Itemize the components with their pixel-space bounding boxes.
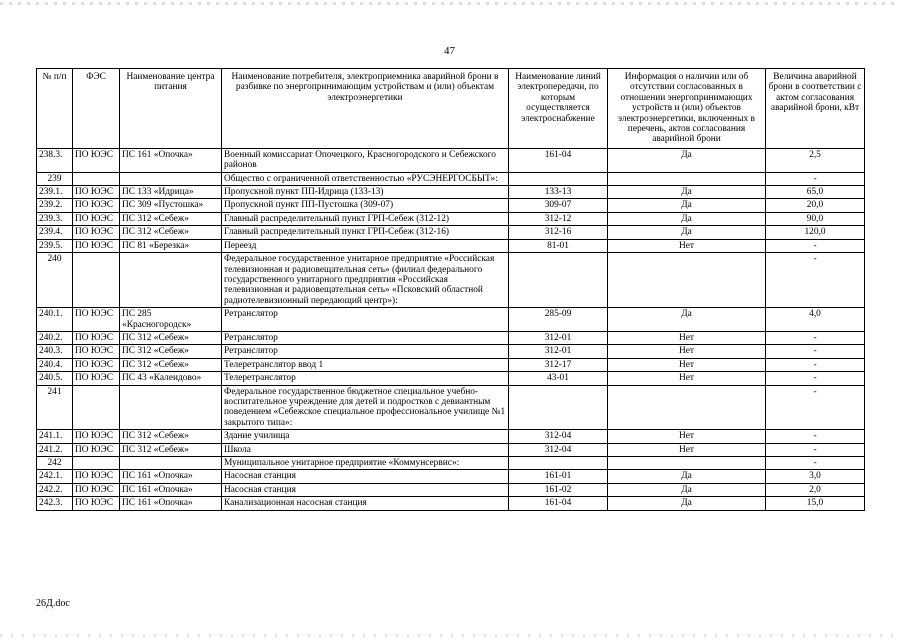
consumer-cell: Ретранслятор <box>222 345 509 358</box>
row-number: 239.1. <box>37 186 73 199</box>
reserve-value-cell: 90,0 <box>766 212 865 225</box>
fes-cell: ПО ЮЭС <box>73 358 120 371</box>
table-row <box>37 172 865 185</box>
row-number: 242 <box>37 457 73 470</box>
line-cell <box>509 457 608 470</box>
power-center-cell: ПС 81 «Березка» <box>120 239 222 252</box>
reserve-value-cell: - <box>766 385 865 430</box>
agreement-cell: Да <box>608 186 766 199</box>
page-number: 47 <box>444 45 455 57</box>
power-center-cell <box>120 457 222 470</box>
power-center-cell: ПС 312 «Себеж» <box>120 443 222 456</box>
line-cell: 309-07 <box>509 199 608 212</box>
reserve-value-cell: 3,0 <box>766 470 865 483</box>
consumer-cell: Телеретранслятор <box>222 372 509 385</box>
header-agreement-info: Информация о наличии или об отсутствии согласованных в отношении энергопринимающих устройств и (или) объектов электроэнергетики, включенных в перечень, актов согласования аварийной брони <box>608 69 766 149</box>
reserve-value-cell: 120,0 <box>766 226 865 239</box>
reserve-value-cell: - <box>766 372 865 385</box>
power-center-cell: ПС 312 «Себеж» <box>120 430 222 443</box>
line-cell <box>509 385 608 430</box>
fes-cell: ПО ЮЭС <box>73 372 120 385</box>
consumer-cell: Главный распределительный пункт ГРП-Себеж (312-16) <box>222 226 509 239</box>
fes-cell <box>73 457 120 470</box>
row-number: 240.3. <box>37 345 73 358</box>
table-row <box>37 199 865 212</box>
agreement-cell: Нет <box>608 239 766 252</box>
consumer-cell: Ретранслятор <box>222 308 509 332</box>
table-row <box>37 239 865 252</box>
reserve-value-cell: - <box>766 358 865 371</box>
power-center-cell: ПС 43 «Калеидово» <box>120 372 222 385</box>
table-row <box>37 358 865 371</box>
fes-cell: ПО ЮЭС <box>73 186 120 199</box>
reserve-value-cell: 15,0 <box>766 497 865 510</box>
fes-cell <box>73 385 120 430</box>
row-number: 239 <box>37 172 73 185</box>
agreement-cell: Да <box>608 308 766 332</box>
power-center-cell: ПС 309 «Пустошка» <box>120 199 222 212</box>
file-name-footer: 26Д.doc <box>36 598 70 609</box>
line-cell: 312-12 <box>509 212 608 225</box>
reserve-value-cell: 4,0 <box>766 308 865 332</box>
line-cell: 161-04 <box>509 148 608 172</box>
power-center-cell: ПС 161 «Опочка» <box>120 470 222 483</box>
power-center-cell: ПС 312 «Себеж» <box>120 212 222 225</box>
fes-cell: ПО ЮЭС <box>73 345 120 358</box>
agreement-cell: Нет <box>608 430 766 443</box>
agreement-cell: Да <box>608 199 766 212</box>
power-center-cell: ПС 312 «Себеж» <box>120 358 222 371</box>
power-center-cell: ПС 312 «Себеж» <box>120 331 222 344</box>
table-header-row <box>37 69 865 149</box>
agreement-cell: Да <box>608 212 766 225</box>
reserve-value-cell: - <box>766 239 865 252</box>
line-cell: 161-02 <box>509 483 608 496</box>
row-number: 240.1. <box>37 308 73 332</box>
consumer-cell: Федеральное государственное унитарное предприятие «Российская телевизионная и радиовещательная сеть» (филиал федерального государственного унитарного предприятия «Российская телевизионная и радиовещательная сеть» «Псковский областной радиотелевизионный передающий центр»): <box>222 253 509 308</box>
line-cell: 81-01 <box>509 239 608 252</box>
consumer-cell: Насосная станция <box>222 483 509 496</box>
consumer-cell: Федеральное государственное бюджетное специальное учебно-воспитательное учреждение для детей и подростков с девиантным поведением «Себежское специальное профессиональное училище №1 закрытого типа»: <box>222 385 509 430</box>
row-number: 239.4. <box>37 226 73 239</box>
fes-cell: ПО ЮЭС <box>73 483 120 496</box>
fes-cell: ПО ЮЭС <box>73 148 120 172</box>
agreement-cell: Нет <box>608 331 766 344</box>
fes-cell: ПО ЮЭС <box>73 497 120 510</box>
power-center-cell: ПС 312 «Себеж» <box>120 345 222 358</box>
consumer-cell: Пропускной пункт ПП-Идрица (133-13) <box>222 186 509 199</box>
line-cell: 312-04 <box>509 443 608 456</box>
agreement-cell <box>608 253 766 308</box>
fes-cell: ПО ЮЭС <box>73 239 120 252</box>
fes-cell: ПО ЮЭС <box>73 308 120 332</box>
table-row <box>37 331 865 344</box>
table-row <box>37 345 865 358</box>
row-number: 241 <box>37 385 73 430</box>
reserve-value-cell: 2,0 <box>766 483 865 496</box>
table-row <box>37 385 865 430</box>
power-center-cell <box>120 172 222 185</box>
fes-cell: ПО ЮЭС <box>73 212 120 225</box>
agreement-cell: Нет <box>608 345 766 358</box>
fes-cell: ПО ЮЭС <box>73 331 120 344</box>
row-number: 242.2. <box>37 483 73 496</box>
table-row <box>37 226 865 239</box>
power-center-cell: ПС 161 «Опочка» <box>120 148 222 172</box>
table-row <box>37 308 865 332</box>
fes-cell: ПО ЮЭС <box>73 226 120 239</box>
reserve-value-cell: - <box>766 443 865 456</box>
power-center-cell: ПС 161 «Опочка» <box>120 483 222 496</box>
fes-cell: ПО ЮЭС <box>73 430 120 443</box>
row-number: 242.1. <box>37 470 73 483</box>
line-cell: 133-13 <box>509 186 608 199</box>
agreement-cell: Да <box>608 226 766 239</box>
power-center-cell <box>120 385 222 430</box>
table-row <box>37 372 865 385</box>
line-cell: 312-01 <box>509 331 608 344</box>
reserve-value-cell: 2,5 <box>766 148 865 172</box>
consumer-cell: Пропускной пункт ПП-Пустошка (309-07) <box>222 199 509 212</box>
row-number: 239.3. <box>37 212 73 225</box>
reserve-value-cell: 20,0 <box>766 199 865 212</box>
agreement-cell: Да <box>608 483 766 496</box>
power-center-cell: ПС 133 «Идрица» <box>120 186 222 199</box>
row-number: 240.5. <box>37 372 73 385</box>
agreement-cell <box>608 385 766 430</box>
agreement-cell: Нет <box>608 358 766 371</box>
emergency-reserve-table <box>36 68 865 511</box>
line-cell: 312-17 <box>509 358 608 371</box>
table-row <box>37 212 865 225</box>
consumer-cell: Канализационная насосная станция <box>222 497 509 510</box>
consumer-cell: Переезд <box>222 239 509 252</box>
line-cell: 43-01 <box>509 372 608 385</box>
table-body <box>37 148 865 510</box>
power-center-cell: ПС 312 «Себеж» <box>120 226 222 239</box>
scan-artifact-top <box>0 2 899 5</box>
fes-cell <box>73 253 120 308</box>
header-fes: ФЭС <box>73 69 120 149</box>
power-center-cell: ПС 161 «Опочка» <box>120 497 222 510</box>
row-number: 239.5. <box>37 239 73 252</box>
reserve-value-cell: - <box>766 253 865 308</box>
agreement-cell: Да <box>608 497 766 510</box>
header-number: № п/п <box>37 69 73 149</box>
consumer-cell: Муниципальное унитарное предприятие «Коммунсервис»: <box>222 457 509 470</box>
line-cell: 161-04 <box>509 497 608 510</box>
agreement-cell: Да <box>608 148 766 172</box>
table-row <box>37 497 865 510</box>
reserve-value-cell: - <box>766 430 865 443</box>
table-row <box>37 470 865 483</box>
row-number: 240.2. <box>37 331 73 344</box>
consumer-cell: Ретранслятор <box>222 331 509 344</box>
reserve-value-cell: - <box>766 172 865 185</box>
row-number: 241.1. <box>37 430 73 443</box>
line-cell: 285-09 <box>509 308 608 332</box>
consumer-cell: Здание училища <box>222 430 509 443</box>
line-cell: 312-04 <box>509 430 608 443</box>
fes-cell: ПО ЮЭС <box>73 470 120 483</box>
consumer-cell: Общество с ограниченной ответственностью «РУСЭНЕРГОСБЫТ»: <box>222 172 509 185</box>
scan-artifact-bottom <box>0 634 899 637</box>
power-center-cell <box>120 253 222 308</box>
consumer-cell: Насосная станция <box>222 470 509 483</box>
agreement-cell <box>608 172 766 185</box>
agreement-cell <box>608 457 766 470</box>
reserve-value-cell: - <box>766 457 865 470</box>
header-power-center: Наименование центра питания <box>120 69 222 149</box>
fes-cell: ПО ЮЭС <box>73 199 120 212</box>
table-row <box>37 430 865 443</box>
consumer-cell: Военный комиссариат Опочецкого, Красногородского и Себежского районов <box>222 148 509 172</box>
consumer-cell: Школа <box>222 443 509 456</box>
consumer-cell: Главный распределительный пункт ГРП-Себеж (312-12) <box>222 212 509 225</box>
row-number: 242.3. <box>37 497 73 510</box>
header-lines: Наименование линий электропередачи, по которым осуществляется электроснабжение <box>509 69 608 149</box>
line-cell: 312-16 <box>509 226 608 239</box>
reserve-value-cell: - <box>766 345 865 358</box>
consumer-cell: Телеретранслятор ввод 1 <box>222 358 509 371</box>
agreement-cell: Да <box>608 470 766 483</box>
agreement-cell: Нет <box>608 443 766 456</box>
row-number: 238.3. <box>37 148 73 172</box>
line-cell: 161-01 <box>509 470 608 483</box>
line-cell: 312-01 <box>509 345 608 358</box>
fes-cell <box>73 172 120 185</box>
table-row <box>37 483 865 496</box>
row-number: 240.4. <box>37 358 73 371</box>
reserve-value-cell: - <box>766 331 865 344</box>
line-cell <box>509 172 608 185</box>
row-number: 241.2. <box>37 443 73 456</box>
row-number: 240 <box>37 253 73 308</box>
table-row <box>37 186 865 199</box>
fes-cell: ПО ЮЭС <box>73 443 120 456</box>
reserve-value-cell: 65,0 <box>766 186 865 199</box>
row-number: 239.2. <box>37 199 73 212</box>
header-consumer: Наименование потребителя, электроприемника аварийной брони в разбивке по энергопринимающим устройствам и (или) объектам электроэнергетики <box>222 69 509 149</box>
header-reserve-value: Величина аварийной брони в соответствии с актом согласования аварийной брони, кВт <box>766 69 865 149</box>
table-row <box>37 457 865 470</box>
table-row <box>37 148 865 172</box>
agreement-cell: Нет <box>608 372 766 385</box>
table-row <box>37 253 865 308</box>
power-center-cell: ПС 285 «Красногородск» <box>120 308 222 332</box>
table-row <box>37 443 865 456</box>
line-cell <box>509 253 608 308</box>
